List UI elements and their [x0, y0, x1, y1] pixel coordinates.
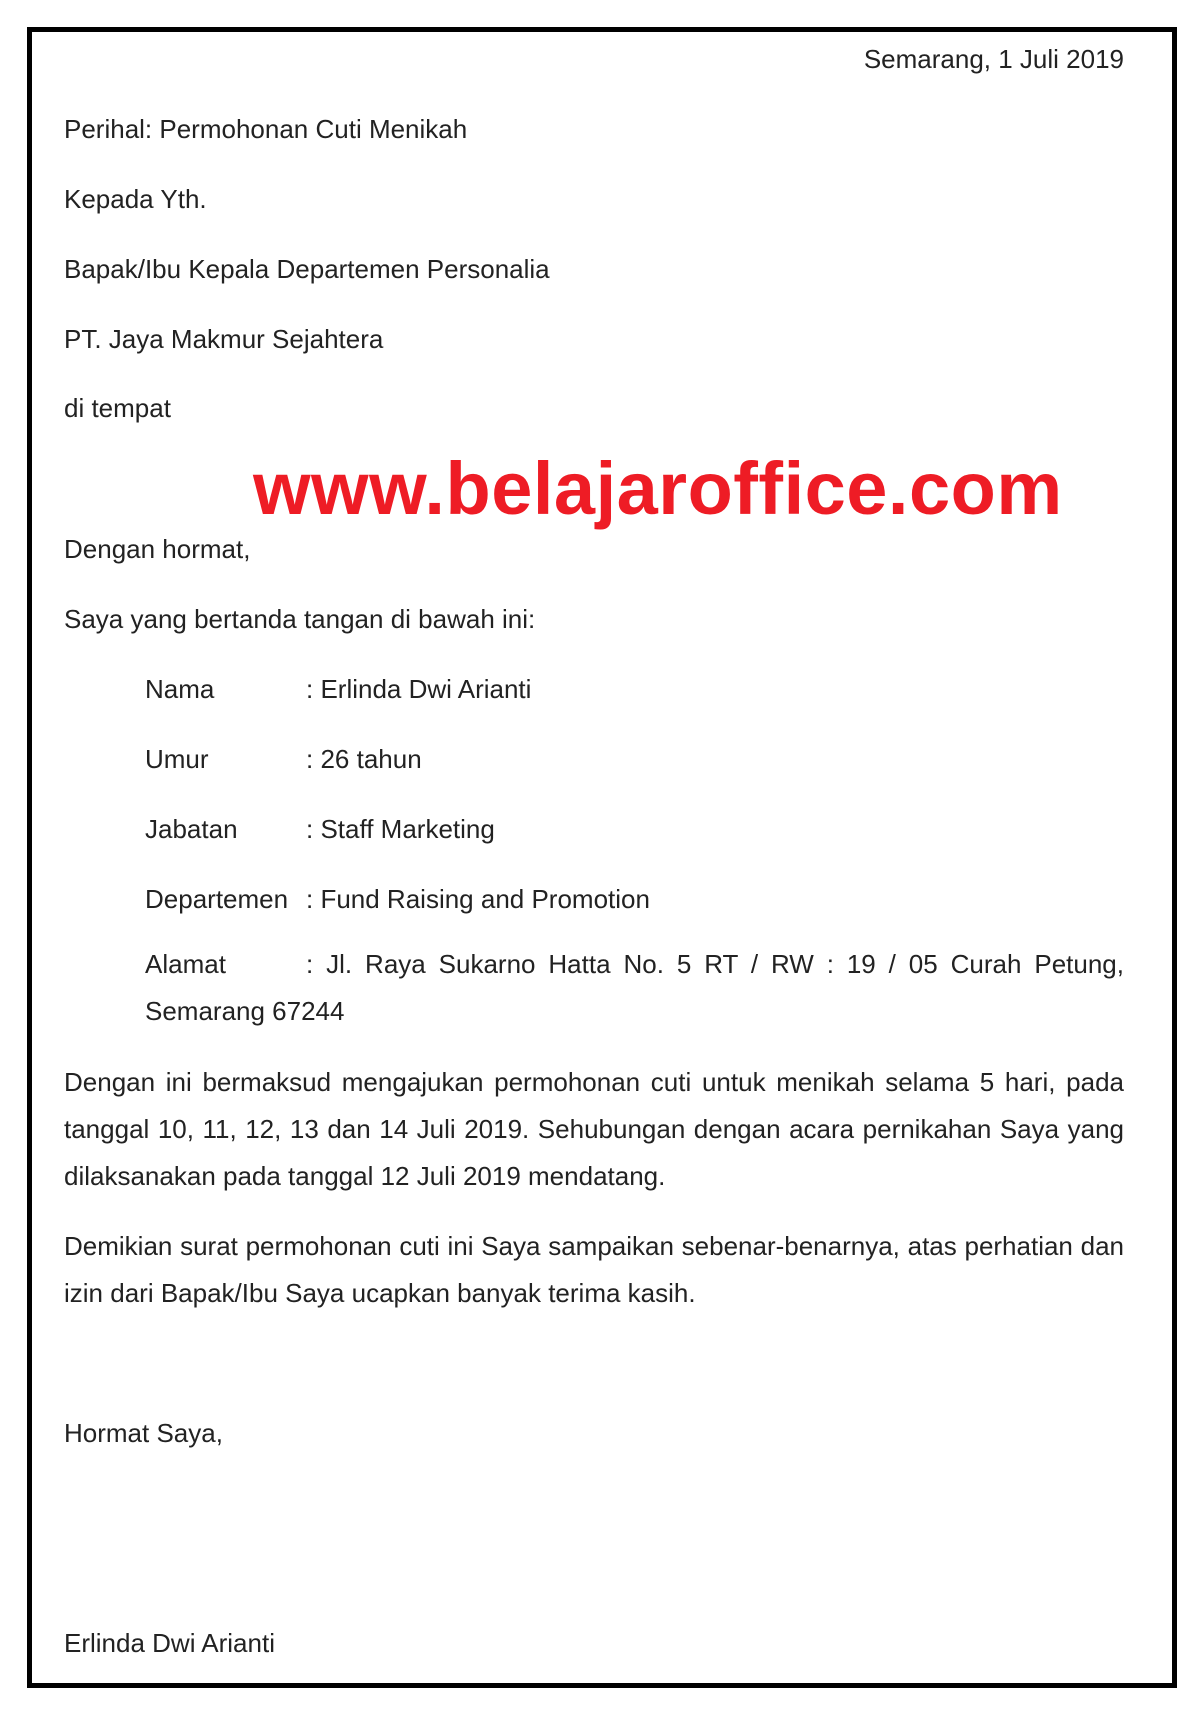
place-date: Semarang, 1 Juli 2019	[863, 44, 1124, 74]
watermark-url: www.belajaroffice.com	[253, 447, 1063, 530]
body-paragraph: Dengan ini bermaksud mengajukan permohonan cuti untuk menikah selama 5 hari, pada tanggal 10, 11, 12, 13 dan 14 Juli 2019. Sehubungan dengan acara pernikahan Saya yang dilaksanakan pada tanggal 12 Juli 2019 mendatang.	[64, 1067, 1124, 1191]
address-label: Alamat	[145, 949, 226, 979]
recipient-greeting: Kepada Yth.	[64, 184, 207, 214]
detail-label-umur: Umur	[145, 744, 209, 774]
address-block	[145, 941, 1124, 1035]
closing-line: Hormat Saya,	[64, 1418, 223, 1448]
salutation: Dengan hormat,	[64, 534, 251, 564]
detail-label-jabatan: Jabatan	[145, 814, 238, 844]
signer-name: Erlinda Dwi Arianti	[64, 1628, 275, 1658]
intro-line: Saya yang bertanda tangan di bawah ini:	[64, 604, 536, 634]
detail-value-umur: : 26 tahun	[306, 744, 422, 774]
subject-line: Perihal: Permohonan Cuti Menikah	[64, 114, 468, 144]
detail-value-nama: : Erlinda Dwi Arianti	[306, 674, 532, 704]
detail-value-departemen: : Fund Raising and Promotion	[306, 884, 650, 914]
address-value: : Jl. Raya Sukarno Hatta No. 5 RT / RW : 19 / 05 Curah Petung, Semarang 67244	[145, 949, 1124, 1026]
detail-value-jabatan: : Staff Marketing	[306, 814, 495, 844]
closing-paragraph: Demikian surat permohonan cuti ini Saya sampaikan sebenar-benarnya, atas perhatian dan izin dari Bapak/Ibu Saya ucapkan banyak terima kasih.	[64, 1231, 1124, 1308]
recipient-title: Bapak/Ibu Kepala Departemen Personalia	[64, 254, 550, 284]
recipient-place: di tempat	[64, 393, 171, 423]
detail-label-nama: Nama	[145, 674, 215, 704]
detail-label-departemen: Departemen	[145, 884, 289, 914]
recipient-company: PT. Jaya Makmur Sejahtera	[64, 324, 384, 354]
